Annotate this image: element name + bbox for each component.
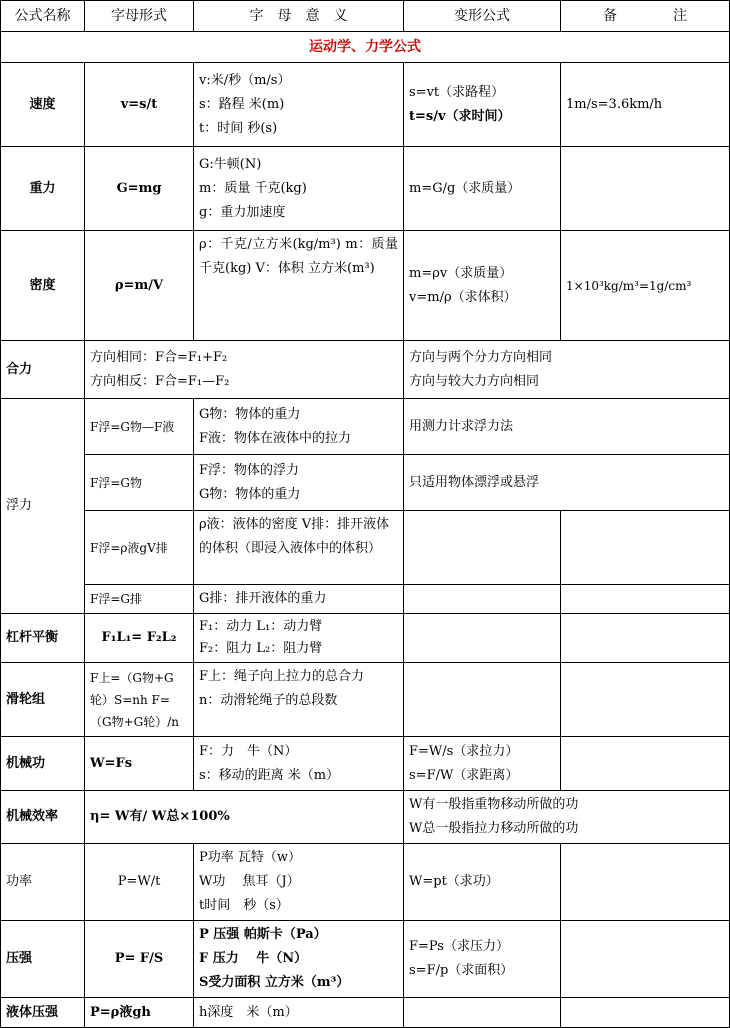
resultant-formula-line: 方向相同：F合=F₁+F₂ <box>90 349 228 365</box>
buoyancy-meaning-line: G物：物体的重力 <box>199 406 301 422</box>
buoyancy-variant: 只适用物体漂浮或悬浮 <box>404 455 730 511</box>
pressure-variant-line: s=F/p（求面积） <box>409 963 514 978</box>
pressure-name: 压强 <box>1 921 85 998</box>
density-name: 密度 <box>1 231 85 341</box>
speed-meaning <box>194 63 404 147</box>
buoyancy-meaning: G排：排开液体的重力 <box>194 585 404 614</box>
resultant-variant-line: 方向与两个分力方向相同 <box>409 349 553 365</box>
gravity-meaning-line: G:牛顿(N) <box>199 156 262 172</box>
buoyancy-note <box>561 585 730 614</box>
buoyancy-variant: 用测力计求浮力法 <box>404 399 730 455</box>
power-meaning <box>194 844 404 921</box>
gravity-formula: G=mg <box>85 147 194 231</box>
table-row-speed <box>1 63 730 147</box>
pulley-name: 滑轮组 <box>1 663 85 737</box>
lever-variants <box>404 614 561 663</box>
work-variant-line: s=F/W（求距离） <box>409 767 519 783</box>
speed-meaning-line: s：路程 米(m) <box>199 96 285 112</box>
pressure-meaning <box>194 921 404 998</box>
lever-name: 杠杆平衡 <box>1 614 85 663</box>
power-variants <box>404 844 561 921</box>
buoyancy-variant <box>404 511 561 585</box>
table-row-density <box>1 231 730 341</box>
density-meaning: ρ：千克/立方米(kg/m³) m：质量 千克(kg) V：体积 立方米(m³) <box>194 231 404 341</box>
header-note: 备 注 <box>561 1 730 32</box>
table-row-liquid-pressure <box>1 998 730 1028</box>
lever-formula: F₁L₁= F₂L₂ <box>85 614 194 663</box>
resultant-variant-line: 方向与较大力方向相同 <box>409 373 540 389</box>
header-row <box>1 1 730 32</box>
work-meaning <box>194 737 404 791</box>
section-row <box>1 32 730 63</box>
work-meaning-line: s：移动的距离 米（m） <box>199 767 340 783</box>
pulley-meaning-line: F上：绳子向上拉力的总合力 <box>199 669 365 684</box>
density-formula: ρ=m/V <box>85 231 194 341</box>
table-row-buoyancy-2 <box>1 455 730 511</box>
table-row-pressure <box>1 921 730 998</box>
work-name: 机械功 <box>1 737 85 791</box>
pulley-meaning <box>194 663 404 737</box>
work-meaning-line: F：力 牛（N） <box>199 743 298 759</box>
density-variant-line: m=ρv（求质量） <box>409 265 513 281</box>
speed-note: 1m/s=3.6km/h <box>561 63 730 147</box>
table-row-resultant <box>1 341 730 399</box>
table-row-buoyancy-1 <box>1 399 730 455</box>
pressure-variants <box>404 921 561 998</box>
power-note <box>561 844 730 921</box>
power-meaning-line: t时间 秒（s） <box>199 898 289 913</box>
pressure-meaning-line: P 压强 帕斯卡（Pa） <box>199 927 327 942</box>
section-title: 运动学、力学公式 <box>1 32 730 63</box>
efficiency-variant-line: W有一般指重物移动所做的功 <box>409 797 579 812</box>
lever-meaning-line: F₁：动力 L₁：动力臂 <box>199 619 323 634</box>
efficiency-variant-line: W总一般指拉力移动所做的功 <box>409 821 579 836</box>
power-formula: P=W/t <box>85 844 194 921</box>
gravity-meaning-line: m：质量 千克(kg) <box>199 180 307 196</box>
lever-meaning <box>194 614 404 663</box>
lever-meaning-line: F₂：阻力 L₂：阻力臂 <box>199 641 323 656</box>
power-variant-line: W=pt（求功） <box>409 874 499 889</box>
buoyancy-formula: F浮=G物 <box>85 455 194 511</box>
gravity-meaning <box>194 147 404 231</box>
gravity-variant-line: m=G/g（求质量） <box>409 180 521 196</box>
lever-note <box>561 614 730 663</box>
table-row-power <box>1 844 730 921</box>
density-variant-line: v=m/ρ（求体积） <box>409 289 517 305</box>
table-row-buoyancy-4 <box>1 585 730 614</box>
table-row-gravity <box>1 147 730 231</box>
table-row-work <box>1 737 730 791</box>
buoyancy-name: 浮力 <box>1 399 85 614</box>
buoyancy-meaning-line: F液：物体在液体中的拉力 <box>199 430 352 446</box>
pressure-meaning-line: F 压力 牛（N） <box>199 951 308 966</box>
speed-meaning-line: t：时间 秒(s) <box>199 120 278 136</box>
density-note: 1×10³kg/m³=1g/cm³ <box>561 231 730 341</box>
resultant-formula-line: 方向相反：F合=F₁—F₂ <box>90 373 230 389</box>
buoyancy-formula: F浮=G物—F液 <box>85 399 194 455</box>
speed-variant-line: t=s/v（求时间） <box>409 108 511 124</box>
work-note <box>561 737 730 791</box>
liquid-pressure-formula: P=ρ液gh <box>85 998 194 1028</box>
header-variants: 变形公式 <box>404 1 561 32</box>
buoyancy-meaning-line: F浮：物体的浮力 <box>199 462 300 478</box>
pulley-meaning-line: n：动滑轮绳子的总段数 <box>199 693 338 708</box>
header-name: 公式名称 <box>1 1 85 32</box>
table-row-buoyancy-3 <box>1 511 730 585</box>
pulley-formula: F上=（G物+G轮）S=nh F=（G物+G轮）/n <box>85 663 194 737</box>
table-row-efficiency <box>1 791 730 844</box>
power-meaning-line: P功率 瓦特（w） <box>199 850 302 865</box>
speed-formula: v=s/t <box>85 63 194 147</box>
header-formula: 字母形式 <box>85 1 194 32</box>
buoyancy-formula: F浮=ρ液gV排 <box>85 511 194 585</box>
resultant-name: 合力 <box>1 341 85 399</box>
resultant-formula <box>85 341 404 399</box>
density-variants <box>404 231 561 341</box>
buoyancy-meaning <box>194 455 404 511</box>
table-row-lever <box>1 614 730 663</box>
liquid-pressure-name: 液体压强 <box>1 998 85 1028</box>
pressure-formula: P= F/S <box>85 921 194 998</box>
liquid-pressure-variants <box>404 998 561 1028</box>
work-variants <box>404 737 561 791</box>
gravity-name: 重力 <box>1 147 85 231</box>
pulley-variants <box>404 663 561 737</box>
speed-name: 速度 <box>1 63 85 147</box>
header-meaning: 字 母 意 义 <box>194 1 404 32</box>
table-row-pulley <box>1 663 730 737</box>
gravity-variants <box>404 147 561 231</box>
liquid-pressure-note <box>561 998 730 1028</box>
buoyancy-note <box>561 511 730 585</box>
buoyancy-meaning-line: G物：物体的重力 <box>199 486 301 502</box>
buoyancy-variant <box>404 585 561 614</box>
power-meaning-line: W功 焦耳（J） <box>199 874 300 889</box>
efficiency-name: 机械效率 <box>1 791 85 844</box>
resultant-variants <box>404 341 730 399</box>
work-variant-line: F=W/s（求拉力） <box>409 743 519 759</box>
pulley-note <box>561 663 730 737</box>
efficiency-variants <box>404 791 730 844</box>
liquid-pressure-meaning: h深度 米（m） <box>194 998 404 1028</box>
speed-variants <box>404 63 561 147</box>
pressure-variant-line: F=Ps（求压力） <box>409 939 509 954</box>
power-name: 功率 <box>1 844 85 921</box>
efficiency-formula: η= W有/ W总×100% <box>85 791 404 844</box>
buoyancy-formula: F浮=G排 <box>85 585 194 614</box>
speed-variant-line: s=vt（求路程） <box>409 84 505 100</box>
speed-meaning-line: v:米/秒（m/s） <box>199 72 291 88</box>
gravity-note <box>561 147 730 231</box>
pressure-meaning-line: S受力面积 立方米（m³） <box>199 975 350 990</box>
buoyancy-meaning: ρ液：液体的密度 V排：排开液体的体积（即浸入液体中的体积） <box>194 511 404 585</box>
pressure-note <box>561 921 730 998</box>
buoyancy-meaning <box>194 399 404 455</box>
gravity-meaning-line: g：重力加速度 <box>199 204 286 220</box>
work-formula: W=Fs <box>85 737 194 791</box>
